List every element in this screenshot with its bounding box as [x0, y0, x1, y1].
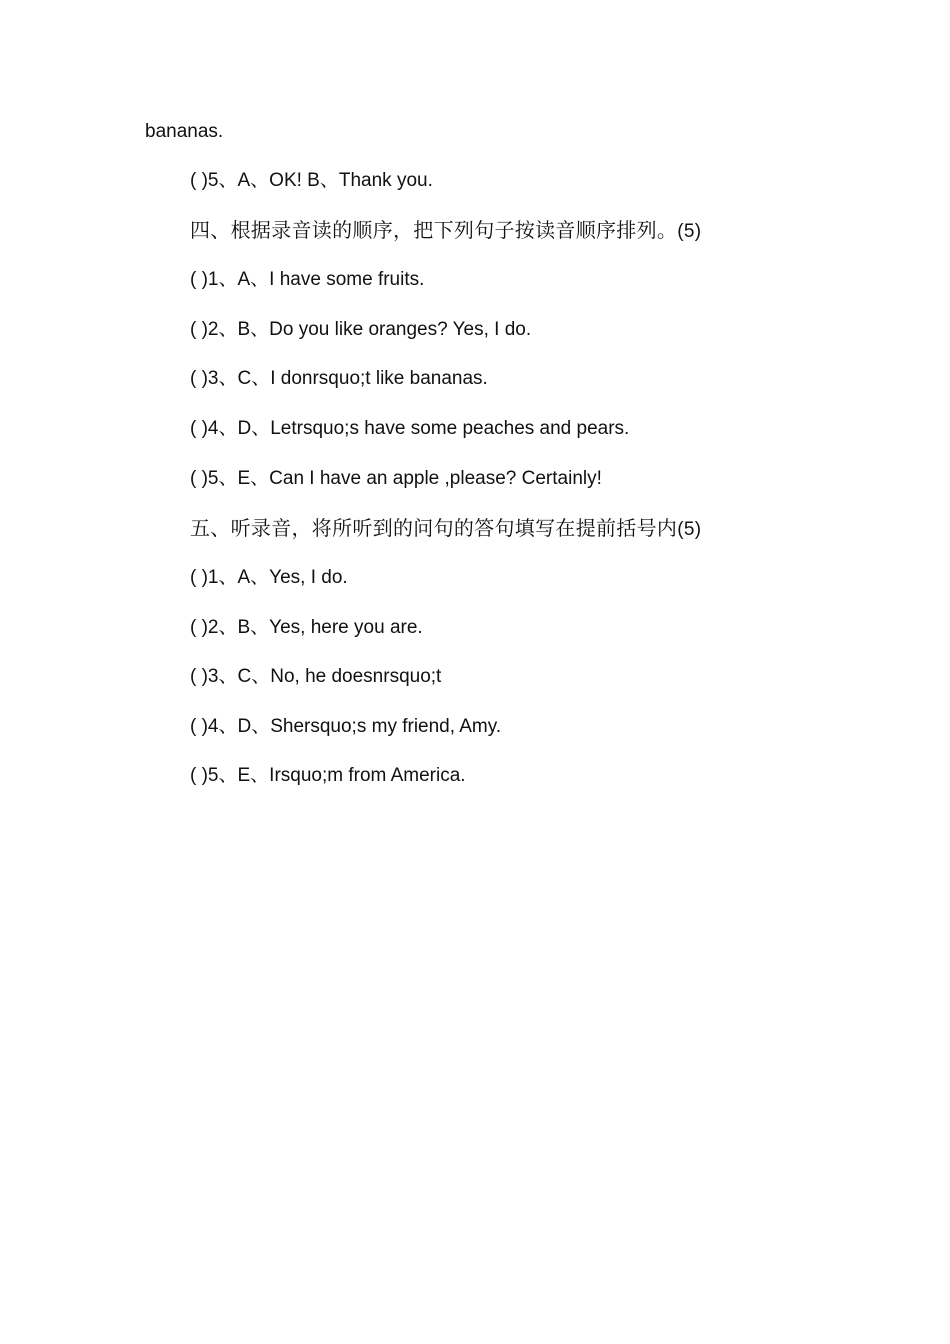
section5-item-5: ( )5、E、Irsquo;m from America.	[190, 765, 466, 786]
section5-item-1: ( )1、A、Yes, I do.	[190, 567, 348, 588]
section3-item-5: ( )5、A、OK! B、Thank you.	[190, 170, 433, 191]
section4-item-1: ( )1、A、I have some fruits.	[190, 269, 425, 290]
section4-item-5: ( )5、E、Can I have an apple ,please? Certainly!	[190, 468, 602, 489]
section4-heading-score: (5)	[677, 221, 702, 242]
section4-item-4: ( )4、D、Letrsquo;s have some peaches and pears.	[190, 418, 630, 439]
section4-heading	[190, 218, 701, 244]
section5-heading-text: 五、听录音，将所听到的问句的答句填写在提前括号内	[190, 516, 678, 540]
continuation-text: bananas.	[145, 121, 224, 142]
section5-item-3: ( )3、C、No, he doesnrsquo;t	[190, 666, 442, 687]
section4-item-3: ( )3、C、I donrsquo;t like bananas.	[190, 368, 488, 389]
section5-heading	[190, 516, 701, 542]
section5-heading-score: (5)	[677, 519, 702, 540]
section4-heading-text: 四、根据录音读的顺序，把下列句子按读音顺序排列。	[190, 218, 678, 242]
section4-item-2: ( )2、B、Do you like oranges? Yes, I do.	[190, 319, 532, 340]
section5-item-4: ( )4、D、Shersquo;s my friend, Amy.	[190, 716, 502, 737]
section5-item-2: ( )2、B、Yes, here you are.	[190, 617, 423, 638]
